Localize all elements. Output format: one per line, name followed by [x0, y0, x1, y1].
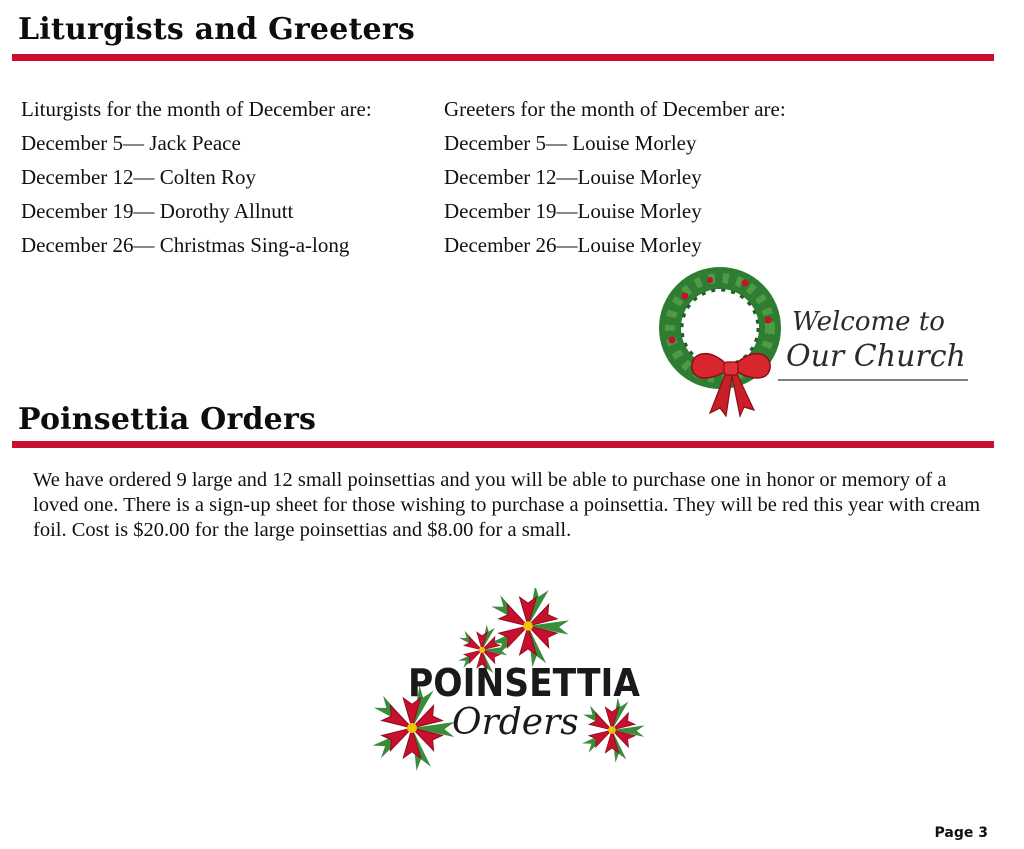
welcome-wreath-graphic [650, 258, 980, 423]
greeter-entry: December 12—Louise Morley [444, 165, 702, 189]
liturgist-entry: December 5— Jack Peace [21, 131, 241, 155]
section-divider [12, 441, 994, 448]
poinsettia-section-title: Poinsettia Orders [18, 402, 317, 437]
greeter-entry: December 5— Louise Morley [444, 131, 697, 155]
poinsettia-orders-logo [350, 588, 660, 788]
poinsettia-flower-icon [582, 698, 644, 763]
welcome-line-1: Welcome to [792, 307, 945, 337]
liturgists-column [21, 92, 372, 262]
liturgists-section-title: Liturgists and Greeters [18, 12, 415, 47]
greeters-column [444, 92, 786, 262]
poinsettia-flower-icon [490, 588, 569, 667]
greeter-entry: December 26—Louise Morley [444, 233, 702, 257]
liturgist-entry: December 12— Colten Roy [21, 165, 257, 189]
poinsettia-description: We have ordered 9 large and 12 small poinsettias and you will be able to purchase one in honor or memory of a loved one. There is a sign-up sheet for those wishing to purchase a poinsettia. They will be red this year with cream foil. Cost is $20.00 for the large poinsettias and $8.00 for a small. [33, 469, 981, 541]
welcome-line-2: Our Church [786, 339, 966, 374]
greeters-heading: Greeters for the month of December are: [444, 97, 786, 121]
page-number: Page 3 [934, 825, 988, 841]
section-divider [12, 54, 994, 61]
logo-subtitle-text: Orders [452, 702, 579, 743]
greeter-entry: December 19—Louise Morley [444, 199, 702, 223]
logo-title-text: POINSETTIA [408, 661, 641, 705]
liturgist-entry: December 26— Christmas Sing-a-long [21, 233, 350, 257]
liturgists-heading: Liturgists for the month of December are: [21, 97, 372, 121]
liturgist-entry: December 19— Dorothy Allnutt [21, 199, 294, 223]
